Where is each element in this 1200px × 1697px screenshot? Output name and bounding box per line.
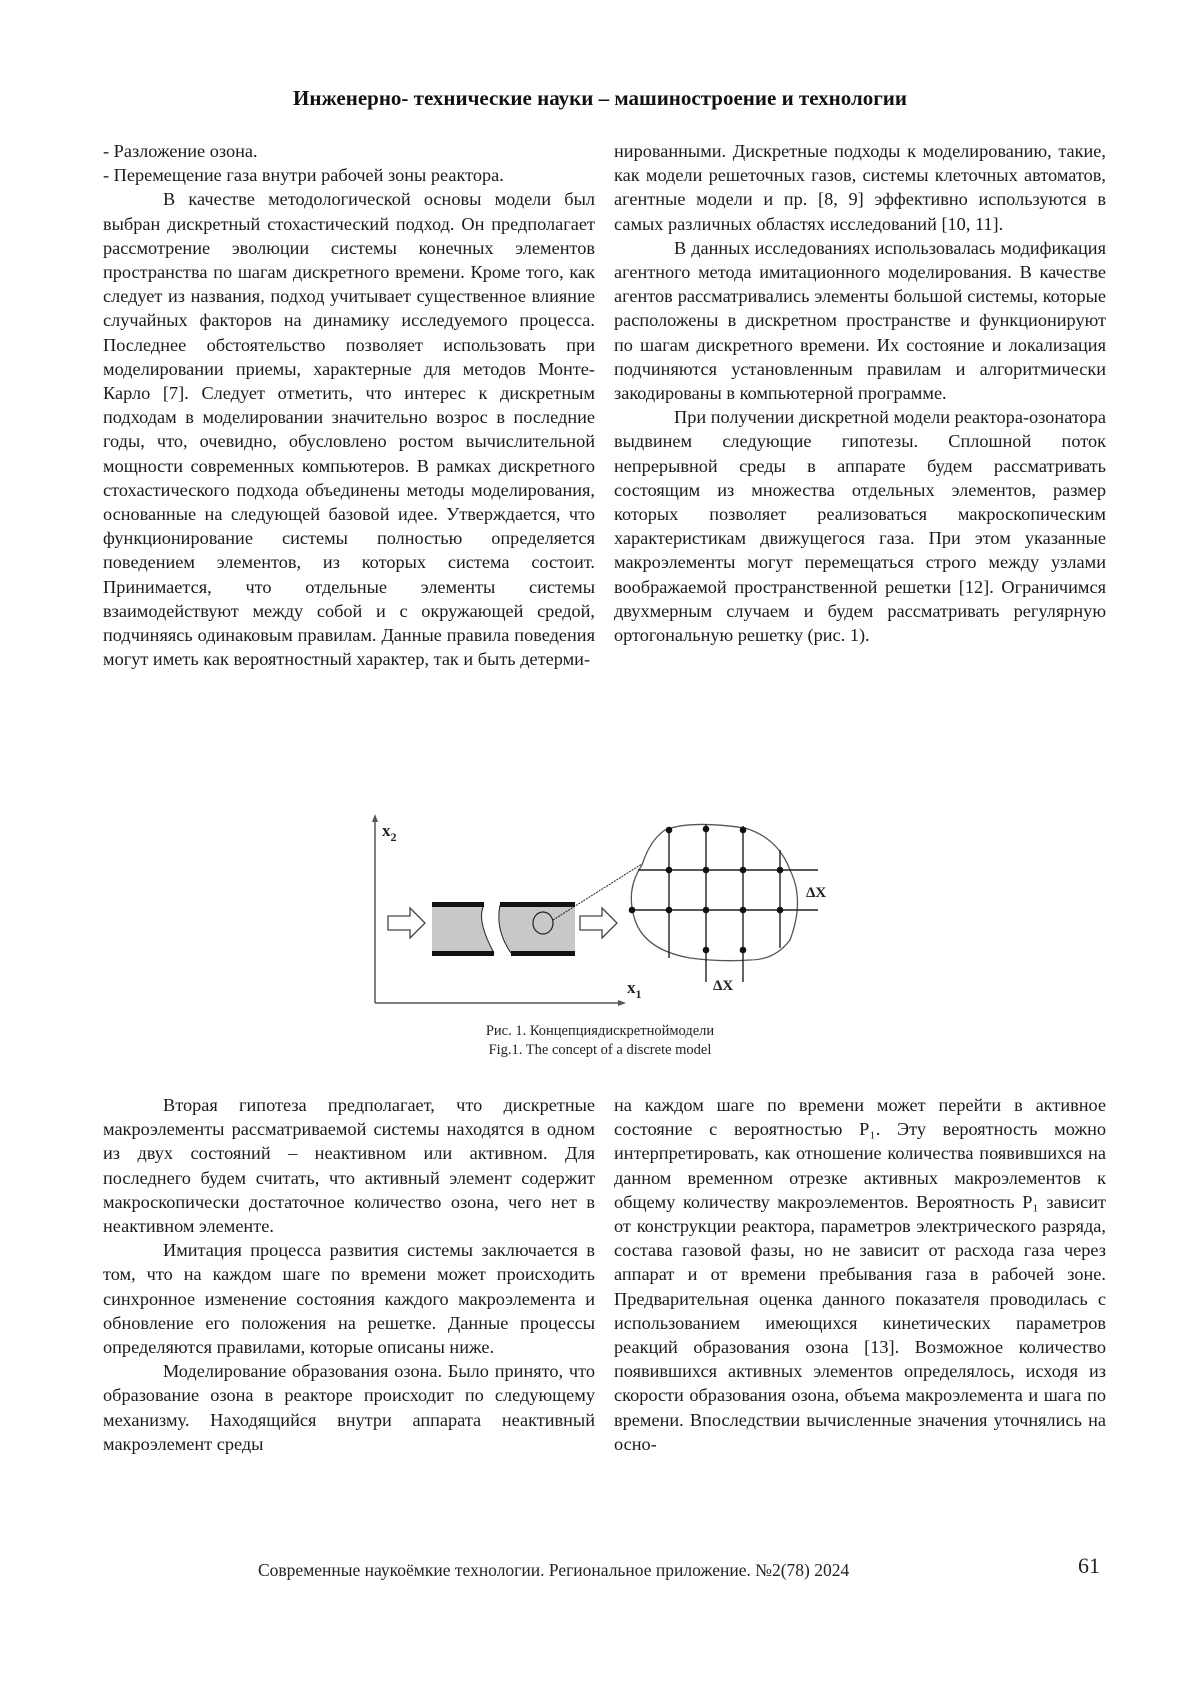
caption-ru: Рис. 1. Концепциядискретноймодели: [485, 1023, 715, 1039]
running-header: Инженерно- технические науки – машиностроение и технологии: [293, 86, 907, 110]
paragraph: нированными. Дискретные подходы к моделированию, такие, как модели решеточных газов, системы клеточных автоматов, агентные модели и пр. [8, 9] эффективно используются в самых различных областях исследований [10, 11].: [614, 141, 1106, 234]
figure-caption: [0, 1022, 1200, 1060]
pipe-segment-left: [432, 905, 494, 953]
axis-x-arrow-icon: [618, 1000, 626, 1006]
figure-discrete-model: [360, 810, 840, 1010]
paragraph: на каждом шаге по времени может перейти в активное состояние с вероятностью P₁. Эту вероятность можно интерпретировать, как отношение количества появившихся на данном временном отрезке активных макроэлементов к общему количеству макроэлементов. Вероятность P₁ зависит от конструкции реактора, параметров электрического разряда, состава газовой фазы, но не зависит от расхода газа через аппарат и от времени пребывания газа в рабочей зоне. Предварительная оценка данного показателя проводилась с использованием имеющихся кинетических параметров реакций образования озона [13]. Возможное количество появившихся активных элементов определялось, исходя из скорости образования озона, объема макроэлемента и шага по времени. Впоследствии вычисленные значения уточнялись на осно-: [614, 1095, 1106, 1454]
paragraph: При получении дискретной модели реактора-озонатора выдвинем следующие гипотезы. Сплошной поток непрерывной среды в аппарате будем рассматривать состоящим из множества отдельных элементов, размер которых позволяет реализоваться макроскопическим характеристикам движущегося газа. При этом указанные макроэлементы могут перемещаться строго между узлами воображаемой пространственной решетки [12]. Ограничимся двухмерным случаем и будем рассматривать регулярную ортогональную решетку (рис. 1).: [614, 407, 1106, 646]
axis-y-arrow-icon: [372, 814, 378, 822]
list-item: - Перемещение газа внутри рабочей зоны реактора.: [103, 165, 504, 186]
outlet-arrow-icon: [580, 908, 617, 938]
column-bottom-left: [103, 1093, 595, 1456]
paragraph: Имитация процесса развития системы заключается в том, что на каждом шаге по времени может происходить синхронное изменение состояния каждого макроэлемента и обновление его положения на решетке. Данные процессы определяются правилами, которые описаны ниже.: [103, 1240, 595, 1358]
discrete-model-diagram: [360, 810, 840, 1010]
delta-x-bottom-label: ΔX: [713, 978, 734, 994]
pipe-segment-right: [499, 905, 575, 953]
axis-y-label: $x_2$: [382, 821, 397, 844]
paragraph: Моделирование образования озона. Было принято, что образование озона в реакторе происходит по следующему механизму. Находящийся внутри аппарата неактивный макроэлемент среды: [103, 1361, 595, 1454]
paragraph: В данных исследованиях использовалась модификация агентного метода имитационного моделирования. В качестве агентов рассматривались элементы большой системы, которые расположены в дискретном пространстве и функционируют по шагам дискретного времени. Их состояние и локализация подчиняются установленным правилам и алгоритмически закодированы в компьютерной программе.: [614, 237, 1106, 404]
column-top-left: [103, 139, 595, 671]
caption-en: Fig.1. The concept of a discrete model: [488, 1042, 712, 1058]
delta-x-right-label: ΔX: [806, 885, 827, 901]
magnified-region-outline: [631, 824, 797, 960]
inlet-arrow-icon: [388, 908, 425, 938]
list-item: - Разложение озона.: [103, 141, 258, 161]
paragraph: В качестве методологической основы модели был выбран дискретный стохастический подход. Он предполагает рассмотрение эволюции системы конечных элементов пространства по шагам дискретного времени. Кроме того, как следует из названия, подход учитывает существенное влияние случайных факторов на динамику исследуемого процесса. Последнее обстоятельство позволяет использовать при моделировании приемы, характерные для методов Монте-Карло [7]. Следует отметить, что интерес к дискретным подходам в моделировании значительно возрос в последние годы, что, очевидно, обусловлено ростом вычислительной мощности современных компьютеров. В рамках дискретного стохастического подхода объединены методы моделирования, основанные на следующей базовой идее. Утверждается, что функционирование системы полностью определяется поведением элементов, из которых система состоит. Принимается, что отдельные элементы системы взаимодействуют между собой и с окружающей средой, подчиняясь одинаковым правилам. Данные правила поведения могут иметь как вероятностный характер, так и быть детерми-: [103, 189, 595, 670]
page-number: 61: [1078, 1553, 1100, 1578]
column-top-right: [614, 139, 1106, 647]
paragraph: Вторая гипотеза предполагает, что дискретные макроэлементы рассматриваемой системы находятся в одном из двух состояний – неактивном или активном. Для последнего будем считать, что активный элемент содержит макроскопически достаточное количество озона, чего нет в неактивном элементе.: [103, 1095, 595, 1237]
journal-footer: Современные наукоёмкие технологии. Региональное приложение. №2(78) 2024: [258, 1560, 850, 1580]
axis-x-label: $x_1$: [627, 978, 642, 1001]
column-bottom-right: [614, 1093, 1106, 1456]
